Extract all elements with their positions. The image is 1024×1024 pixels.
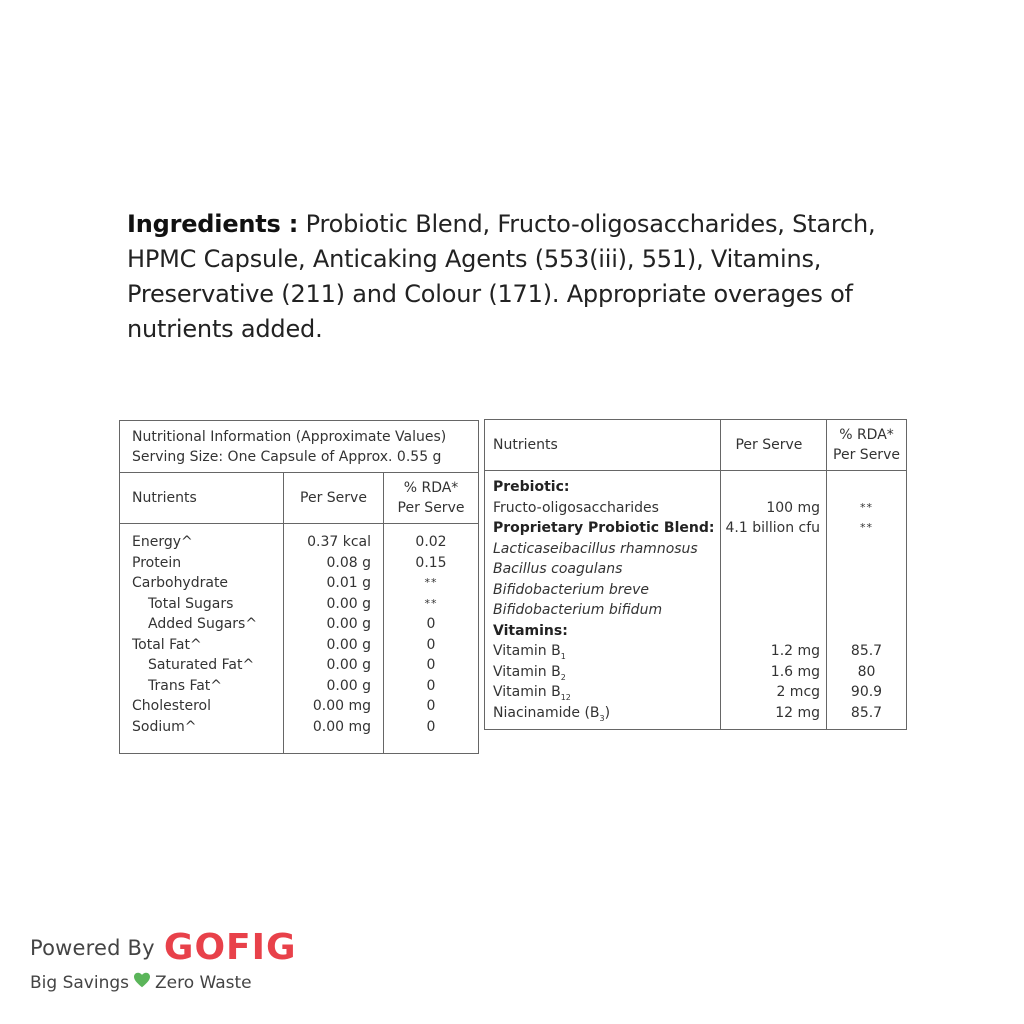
- per-serve-value: 2 mcg: [721, 682, 827, 703]
- rda-value: 0: [384, 717, 479, 738]
- table-row: [120, 614, 479, 635]
- header-rda-line2: Per Serve: [833, 447, 900, 463]
- strain-row: [485, 600, 907, 621]
- header-nutrients: Nutrients: [485, 420, 721, 471]
- tagline-left: Big Savings: [30, 972, 129, 993]
- table-row: [485, 498, 907, 519]
- rda-value: 0: [384, 655, 479, 676]
- rda-value: **: [384, 594, 479, 615]
- table-row: [120, 635, 479, 656]
- table-row: [120, 573, 479, 594]
- rda-value: **: [827, 518, 907, 539]
- info-title: Nutritional Information (Approximate Values): [132, 429, 447, 445]
- table-caption: [120, 421, 479, 473]
- nutrient-name: Added Sugars^: [120, 614, 284, 635]
- table-row: [120, 676, 479, 697]
- vitamins-heading: Vitamins:: [485, 621, 721, 642]
- brand-logo: GOFIG: [163, 927, 297, 968]
- table-row: [485, 518, 907, 539]
- strain-name: Bifidobacterium breve: [485, 580, 721, 601]
- per-serve-value: 0.01 g: [283, 573, 383, 594]
- serving-size: Serving Size: One Capsule of Approx. 0.55 g: [132, 449, 442, 465]
- table-header-row: [485, 420, 907, 471]
- table-row: [485, 682, 907, 703]
- per-serve-value: 1.2 mg: [721, 641, 827, 662]
- nutrient-name: Total Sugars: [120, 594, 284, 615]
- strain-name: Lacticaseibacillus rhamnosus: [485, 539, 721, 560]
- branding-watermark: [30, 923, 297, 993]
- prebiotic-heading: Prebiotic:: [485, 477, 721, 498]
- header-rda-line1: % RDA*: [403, 480, 459, 496]
- blend-heading: Proprietary Probiotic Blend:: [485, 518, 721, 539]
- header-rda: [827, 420, 907, 471]
- table-row: [485, 641, 907, 662]
- nutrient-name: Saturated Fat^: [120, 655, 284, 676]
- rda-value: 0: [384, 696, 479, 717]
- table-row: [120, 532, 479, 553]
- per-serve-value: 0.00 g: [283, 655, 383, 676]
- nutrient-name: Energy^: [120, 532, 284, 553]
- strain-name: Bacillus coagulans: [485, 559, 721, 580]
- header-per-serve: Per Serve: [721, 420, 827, 471]
- per-serve-value: 4.1 billion cfu: [721, 518, 827, 539]
- rda-value: 0: [384, 614, 479, 635]
- tagline-right: Zero Waste: [155, 972, 252, 993]
- header-per-serve: Per Serve: [283, 473, 383, 524]
- per-serve-value: 1.6 mg: [721, 662, 827, 683]
- nutrient-name: Fructo-oligosaccharides: [485, 498, 721, 519]
- nutrient-name: Trans Fat^: [120, 676, 284, 697]
- header-rda-line1: % RDA*: [839, 427, 894, 443]
- rda-value: 0.02: [384, 532, 479, 553]
- per-serve-value: 0.08 g: [283, 553, 383, 574]
- table-row: [120, 717, 479, 738]
- nutrient-name: Cholesterol: [120, 696, 284, 717]
- header-rda: [384, 473, 479, 524]
- table-row: [120, 696, 479, 717]
- nutrient-name: Niacinamide $(B_3)$: [485, 703, 721, 724]
- rda-value: 85.7: [827, 641, 907, 662]
- per-serve-value: 0.00 g: [283, 594, 383, 615]
- nutrient-name: Carbohydrate: [120, 573, 284, 594]
- strain-row: [485, 539, 907, 560]
- strain-row: [485, 559, 907, 580]
- ingredients-text: Probiotic Blend, Fructo-oligosaccharides, Starch, HPMC Capsule, Anticaking Agents (553(iii), 551), Vitamins, Preservative (211) and Colour (171). Appropriate overages of nutrients added.: [127, 210, 876, 343]
- nutrient-name: Sodium^: [120, 717, 284, 738]
- ingredients-paragraph: [127, 207, 917, 347]
- nutrient-name: Total Fat^: [120, 635, 284, 656]
- ingredients-label: Ingredients :: [127, 210, 299, 238]
- section-row: [485, 621, 907, 642]
- rda-value: 0.15: [384, 553, 479, 574]
- heart-icon: [133, 972, 151, 993]
- per-serve-value: 100 mg: [721, 498, 827, 519]
- per-serve-value: 0.00 mg: [283, 696, 383, 717]
- header-rda-line2: Per Serve: [397, 500, 465, 516]
- table-row: [120, 594, 479, 615]
- rda-value: **: [384, 573, 479, 594]
- strain-name: Bifidobacterium bifidum: [485, 600, 721, 621]
- per-serve-value: 0.37 kcal: [283, 532, 383, 553]
- per-serve-value: 0.00 g: [283, 676, 383, 697]
- table-header-row: [120, 473, 479, 524]
- per-serve-value: 0.00 g: [283, 614, 383, 635]
- nutrient-name: Vitamin $B_1$: [485, 641, 721, 662]
- rda-value: **: [827, 498, 907, 519]
- rda-value: 0: [384, 676, 479, 697]
- tagline: [30, 972, 297, 993]
- rda-value: 0: [384, 635, 479, 656]
- rda-value: 80: [827, 662, 907, 683]
- per-serve-value: 12 mg: [721, 703, 827, 724]
- rda-value: 85.7: [827, 703, 907, 724]
- table-row: [120, 553, 479, 574]
- table-row: [485, 662, 907, 683]
- nutrition-info-table: [119, 420, 479, 754]
- section-row: [485, 477, 907, 498]
- powered-by-text: Powered By: [30, 936, 155, 960]
- nutrient-name: Vitamin $B_2$: [485, 662, 721, 683]
- rda-value: 90.9: [827, 682, 907, 703]
- per-serve-value: 0.00 g: [283, 635, 383, 656]
- probiotic-vitamins-table: [484, 419, 907, 730]
- nutrient-name: Vitamin $B_{12}$: [485, 682, 721, 703]
- header-nutrients: Nutrients: [120, 473, 284, 524]
- table-row: [485, 703, 907, 724]
- strain-row: [485, 580, 907, 601]
- per-serve-value: 0.00 mg: [283, 717, 383, 738]
- table-row: [120, 655, 479, 676]
- nutrient-name: Protein: [120, 553, 284, 574]
